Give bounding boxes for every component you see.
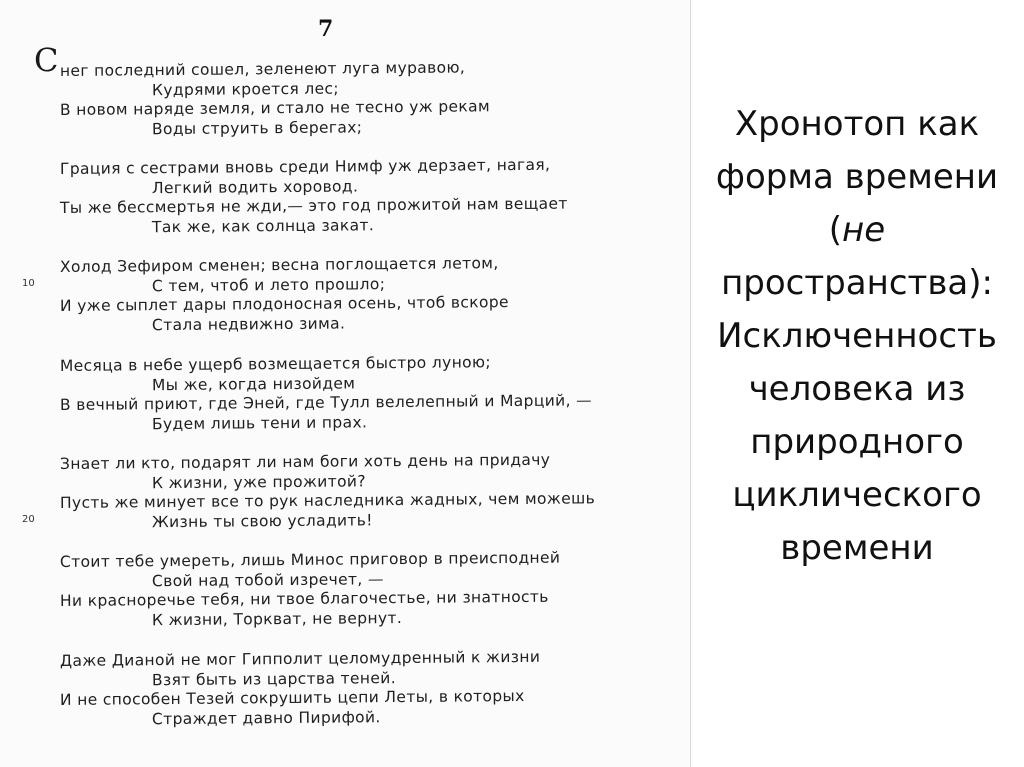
title-emphasis: не bbox=[842, 210, 886, 250]
poem-line: В новом наряде земля, и стало не тесно уж рекам bbox=[59, 97, 491, 119]
title-paren: ( bbox=[828, 210, 843, 250]
poem-line: Стоит тебе умереть, лишь Минос приговор в преисподней bbox=[59, 548, 561, 571]
title-line: пространства): bbox=[721, 263, 993, 303]
poem-line: Грация с сестрами вновь среди Нимф уж дерзает, нагая, bbox=[59, 155, 551, 178]
poem-stanza bbox=[59, 254, 680, 336]
poem-line: В вечный приют, где Эней, где Тулл велелепный и Марций, — bbox=[59, 391, 593, 414]
title-line: Хронотоп как bbox=[734, 104, 980, 144]
title-line: Исключенность bbox=[717, 316, 997, 356]
poem-stanza bbox=[59, 155, 680, 238]
poem-line: Взят быть из царства теней. bbox=[151, 668, 397, 689]
poem-line: Воды струить в берегах; bbox=[151, 117, 363, 138]
poem-line: нег последний сошел, зеленеют луга муравою, bbox=[59, 58, 466, 80]
poem-line: Ни красноречье тебя, ни твое благочестье, ни знатность bbox=[59, 587, 549, 610]
title-line: форма времени bbox=[715, 157, 999, 197]
poem-line: Ты же бессмертья не жди,— это год прожитой нам вещает bbox=[59, 194, 568, 217]
poem-line: Холод Зефиром сменен; весна поглощается летом, bbox=[59, 254, 499, 276]
poem-stanza bbox=[59, 58, 680, 140]
title-line: времени bbox=[780, 528, 934, 568]
margin-line-number: 10 bbox=[22, 278, 35, 289]
poem-line: С тем, чтоб и лето прошло; bbox=[151, 274, 386, 295]
poem-line: Легкий водить хоровод. bbox=[151, 176, 359, 197]
poem-line: Месяца в небе ущерб возмещается быстро луною; bbox=[59, 353, 492, 375]
poem-line: Так же, как солнца закат. bbox=[151, 215, 375, 236]
poem-line: Свой над тобой изречет, — bbox=[151, 569, 384, 590]
poem-line: Даже Дианой не мог Гипполит целомудренный к жизни bbox=[59, 647, 541, 670]
poem-stanza bbox=[59, 647, 680, 730]
poem-line: Мы же, когда низойдем bbox=[151, 373, 356, 394]
poem-stanza bbox=[59, 353, 680, 435]
slide-title bbox=[690, 98, 1024, 575]
poem-line: Жизнь ты свою усладить! bbox=[151, 510, 373, 531]
title-line: природного bbox=[750, 422, 964, 462]
page-number: 7 bbox=[318, 16, 334, 42]
poem-line: И уже сыплет дары плодоносная осень, чтоб вскоре bbox=[59, 293, 509, 315]
margin-line-number: 20 bbox=[22, 514, 35, 525]
poem-line: Страждет давно Пирифой. bbox=[151, 707, 381, 728]
title-line: человека из bbox=[748, 369, 966, 409]
poem-line: Знает ли кто, подарят ли нам боги хоть день на придачу bbox=[59, 450, 551, 473]
poem-line: Стала недвижно зима. bbox=[151, 314, 346, 334]
poem-line: К жизни, уже прожитой? bbox=[151, 471, 366, 492]
poem-line: К жизни, Торкват, не вернут. bbox=[151, 608, 403, 629]
poem-stanza bbox=[59, 450, 680, 533]
poem-line: Кудрями кроется лес; bbox=[151, 79, 340, 99]
title-line: циклического bbox=[732, 475, 982, 515]
drop-cap-initial: С bbox=[34, 41, 59, 79]
poem-line: Будем лишь тени и прах. bbox=[151, 412, 368, 433]
poem-line: Пусть же минует все то рук наследника жадных, чем можешь bbox=[59, 489, 596, 512]
poem-line: И не способен Тезей сокрушить цепи Леты, в которых bbox=[59, 686, 525, 709]
poem-stanza bbox=[59, 548, 680, 631]
title-line bbox=[690, 204, 1024, 257]
